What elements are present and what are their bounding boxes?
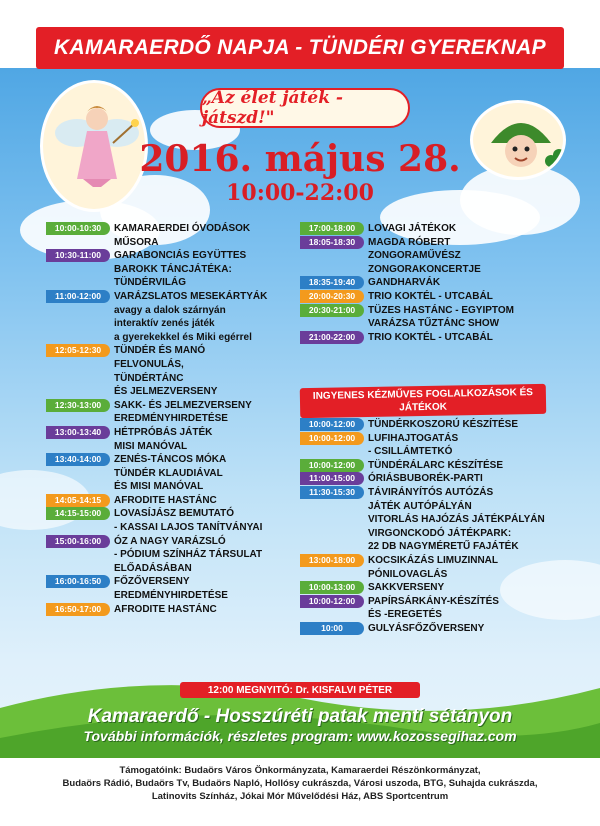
program-item	[46, 453, 296, 494]
time-badge: 10:00-12:00	[300, 432, 364, 445]
program-description	[368, 472, 560, 486]
program-description	[114, 426, 296, 453]
event-date: 2016. május 28.	[139, 138, 461, 180]
program-item	[300, 622, 560, 636]
program-item	[300, 222, 560, 236]
venue-text: Kamaraerdő - Hosszúréti patak menti sétányon	[87, 706, 513, 727]
program-line: ÓRIÁSBUBORÉK-PARTI	[368, 473, 483, 485]
program-description	[368, 595, 560, 622]
page-title: KAMARAERDŐ NAPJA - TÜNDÉRI GYEREKNAP	[36, 27, 564, 69]
program-description	[368, 276, 560, 290]
program-item	[300, 418, 560, 432]
program-line: MISI MANÓVAL	[114, 440, 188, 452]
program-line: KAMARAERDEI ÓVODÁSOK	[114, 223, 251, 234]
time-badge: 10:00-13:00	[300, 581, 364, 594]
program-line: TÜNDÉR KLAUDIÁVAL	[114, 467, 223, 479]
program-line: FELVONULÁS,	[114, 358, 184, 370]
time-badge: 12:05-12:30	[46, 344, 110, 357]
program-line: ÉS MISI MANÓVAL	[114, 481, 204, 493]
program-item	[300, 486, 560, 554]
time-badge: 10:30-11:00	[46, 249, 110, 262]
program-item	[300, 290, 560, 304]
program-description	[368, 622, 560, 636]
program-line: MŰSORA	[114, 236, 159, 248]
program-line: TRIO KOKTÉL - UTCABÁL	[368, 290, 493, 302]
time-badge: 13:00-13:40	[46, 426, 110, 439]
program-line: HÉTPRÓBÁS JÁTÉK	[114, 426, 213, 438]
program-line: MAGDA RÓBERT	[368, 236, 451, 248]
program-item	[300, 236, 560, 277]
sponsor-line: Latinovits Színház, Jókai Mór Művelődési Ház, ABS Sportcentrum	[151, 791, 449, 802]
program-line: JÁTÉK AUTÓPÁLYÁN	[368, 500, 472, 512]
program-line: TÜNDÉRKOSZORÚ KÉSZÍTÉSE	[368, 419, 519, 430]
program-item	[300, 276, 560, 290]
right-program-column	[300, 222, 560, 362]
sponsor-line: Támogatóink: Budaörs Város Önkormányzata, Kamaraerdei Részönkormányzat,	[119, 765, 481, 776]
program-line: TÜNDÉRVILÁG	[114, 277, 187, 289]
program-line: ÓZ A NAGY VARÁZSLÓ	[114, 535, 226, 547]
program-description	[368, 459, 560, 473]
time-badge: 10:00	[300, 622, 364, 635]
program-item	[46, 249, 296, 290]
program-line: GULYÁSFŐZŐVERSENY	[368, 622, 485, 634]
program-description	[114, 399, 296, 426]
program-description	[368, 331, 560, 345]
program-description	[114, 344, 296, 398]
time-badge: 16:00-16:50	[46, 575, 110, 588]
left-program-column	[46, 222, 296, 616]
program-line: LOVAGI JÁTÉKOK	[368, 223, 457, 234]
time-badge: 13:40-14:00	[46, 453, 110, 466]
program-item	[46, 399, 296, 426]
program-line: - PÓDIUM SZÍNHÁZ TÁRSULAT	[114, 549, 263, 561]
program-line: ZONGORAMŰVÉSZ	[368, 250, 461, 262]
program-item	[46, 603, 296, 617]
program-line: AFRODITE HASTÁNC	[114, 494, 217, 506]
program-line: AFRODITE HASTÁNC	[114, 603, 217, 615]
program-description	[368, 581, 560, 595]
program-line: LOVASÍJÁSZ BEMUTATÓ	[114, 508, 234, 520]
time-badge: 20:00-20:30	[300, 290, 364, 303]
program-line: EREDMÉNYHIRDETÉSE	[114, 413, 228, 425]
program-line: TÜNDÉRTÁNC	[114, 372, 184, 384]
program-line: VITORLÁS HAJÓZÁS JÁTÉKPÁLYÁN	[368, 514, 545, 526]
program-description	[114, 603, 296, 617]
program-item	[46, 290, 296, 344]
time-badge: 12:30-13:00	[46, 399, 110, 412]
program-item	[300, 331, 560, 345]
program-line: ELŐADÁSÁBAN	[114, 562, 192, 574]
time-badge: 21:00-22:00	[300, 331, 364, 344]
info-text: További információk, részletes program: www.kozossegihaz.com	[83, 728, 517, 744]
program-line: EREDMÉNYHIRDETÉSE	[114, 590, 228, 602]
program-line: VARÁZSLATOS MESEKÁRTYÁK	[114, 290, 268, 302]
time-badge: 11:00-12:00	[46, 290, 110, 303]
program-line: - CSILLÁMTETKÓ	[368, 446, 453, 458]
program-item	[46, 535, 296, 576]
program-line: 22 DB NAGYMÉRETŰ FAJÁTÉK	[368, 541, 519, 553]
program-item	[46, 494, 296, 508]
time-badge: 18:35-19:40	[300, 276, 364, 289]
program-line: LUFIHAJTOGATÁS	[368, 432, 459, 444]
program-line: PAPÍRSÁRKÁNY-KÉSZÍTÉS	[368, 595, 499, 607]
time-badge: 10:00-12:00	[300, 459, 364, 472]
program-item	[46, 426, 296, 453]
time-badge: 10:00-10:30	[46, 222, 110, 235]
program-line: KOCSIKÁZÁS LIMUZINNAL	[368, 554, 498, 566]
program-description	[368, 554, 560, 581]
workshop-column	[300, 418, 560, 636]
program-line: VARÁZSA TŰZTÁNC SHOW	[368, 318, 500, 330]
program-line: TÜNDÉRÁLARC KÉSZÍTÉSE	[368, 459, 504, 471]
time-badge: 20:30-21:00	[300, 304, 364, 317]
program-description	[114, 290, 296, 344]
program-line: ZENÉS-TÁNCOS MÓKA	[114, 454, 227, 466]
program-description	[114, 453, 296, 494]
program-line: GANDHARVÁK	[368, 277, 441, 289]
program-item	[300, 304, 560, 331]
program-item	[46, 222, 296, 249]
sponsor-line: Budaörs Rádió, Budaörs Tv, Budaörs Napló, Hollósy cukrászda, Városi uszoda, BTG, Suhajda cukrászda,	[62, 778, 538, 789]
program-item	[46, 575, 296, 602]
program-line: TÜZES HASTÁNC - EGYIPTOM	[368, 304, 514, 316]
workshop-heading: INGYENES KÉZMŰVES FOGLALKOZÁSOK ÉS JÁTÉKOK	[300, 384, 546, 418]
time-badge: 11:30-15:30	[300, 486, 364, 499]
program-line: ÉS JELMEZVERSENY	[114, 386, 218, 398]
program-line: ÉS -EREGETÉS	[368, 609, 442, 621]
program-description	[368, 486, 560, 554]
time-badge: 15:00-16:00	[46, 535, 110, 548]
time-badge: 13:00-18:00	[300, 554, 364, 567]
program-item	[300, 432, 560, 459]
program-description	[114, 249, 296, 290]
program-description	[114, 222, 296, 249]
program-item	[300, 459, 560, 473]
program-item	[300, 554, 560, 581]
program-description	[368, 222, 560, 236]
program-line: avagy a dalok szárnyán	[114, 304, 226, 316]
program-description	[368, 236, 560, 277]
opening-ceremony: 12:00 MEGNYITÓ: Dr. KISFALVI PÉTER	[180, 682, 420, 698]
program-description	[368, 418, 560, 432]
program-line: TÁVIRÁNYÍTÓS AUTÓZÁS	[368, 486, 494, 498]
program-line: VIRGONCKODÓ JÁTÉKPARK:	[368, 527, 512, 539]
program-description	[114, 535, 296, 576]
program-line: ZONGORAKONCERTJE	[368, 263, 481, 275]
slogan-badge: „Az élet játék - játszd!"	[200, 88, 410, 128]
program-line: GARABONCIÁS EGYÜTTES	[114, 250, 247, 262]
program-description	[368, 432, 560, 459]
program-line: - KASSAI LAJOS TANÍTVÁNYAI	[114, 522, 263, 534]
program-line: TRIO KOKTÉL - UTCABÁL	[368, 331, 493, 343]
program-line: PÓNILOVAGLÁS	[368, 568, 448, 580]
program-item	[46, 344, 296, 398]
program-description	[368, 290, 560, 304]
program-line: BAROKK TÁNCJÁTÉKA:	[114, 263, 232, 275]
program-item	[300, 472, 560, 486]
program-item	[300, 581, 560, 595]
program-line: interaktív zenés játék	[114, 318, 215, 330]
program-description	[368, 304, 560, 331]
program-line: SAKKVERSENY	[368, 582, 445, 594]
program-line: SAKK- ÉS JELMEZVERSENY	[114, 399, 252, 411]
time-badge: 17:00-18:00	[300, 222, 364, 235]
time-badge: 14:05-14:15	[46, 494, 110, 507]
event-time: 10:00-22:00	[226, 180, 374, 206]
sponsors-footer	[0, 758, 600, 826]
program-line: TÜNDÉR ÉS MANÓ	[114, 345, 206, 357]
program-line: a gyerekekkel és Miki egérrel	[114, 331, 252, 343]
time-badge: 10:00-12:00	[300, 595, 364, 608]
time-badge: 14:15-15:00	[46, 507, 110, 520]
time-badge: 18:05-18:30	[300, 236, 364, 249]
program-item	[300, 595, 560, 622]
program-description	[114, 575, 296, 602]
time-badge: 16:50-17:00	[46, 603, 110, 616]
program-description	[114, 507, 296, 534]
time-badge: 10:00-12:00	[300, 418, 364, 431]
program-description	[114, 494, 296, 508]
time-badge: 11:00-15:00	[300, 472, 364, 485]
program-line: FŐZŐVERSENY	[114, 576, 190, 588]
program-item	[46, 507, 296, 534]
